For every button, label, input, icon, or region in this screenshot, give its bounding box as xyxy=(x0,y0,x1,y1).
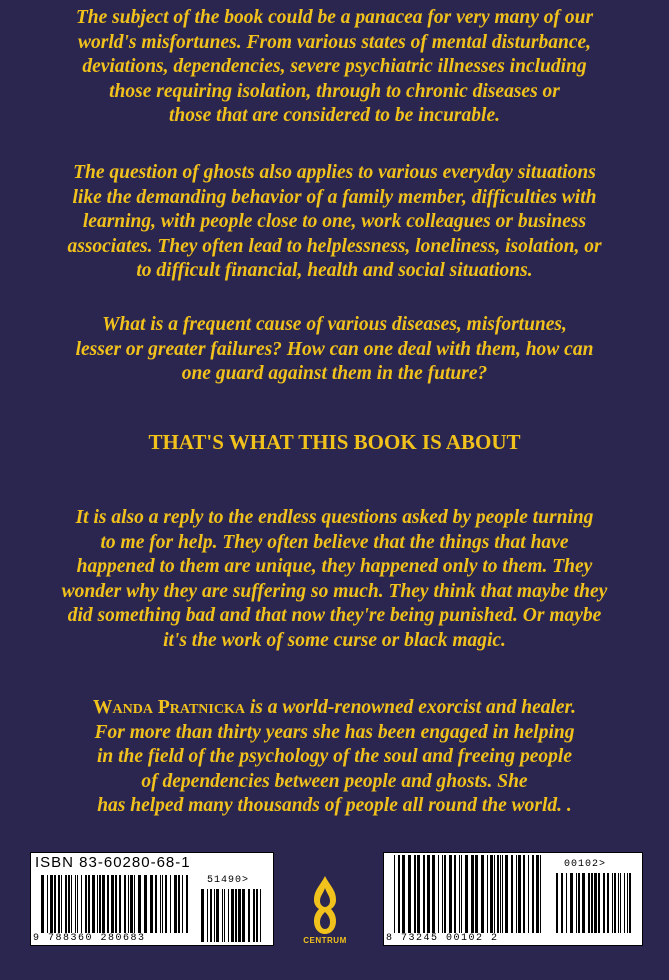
barcode-bar xyxy=(115,875,117,933)
ean-digits: 8 73245 00102 2 xyxy=(386,933,499,944)
barcode-bar xyxy=(47,875,48,933)
barcode-bar xyxy=(61,875,62,933)
barcode-bar xyxy=(532,855,534,933)
barcode-bar xyxy=(438,855,439,933)
barcode-bar xyxy=(449,855,452,933)
barcode-bar xyxy=(165,875,167,933)
barcode-bar xyxy=(99,875,101,933)
barcode-bar xyxy=(58,875,60,933)
barcode-bar xyxy=(598,873,600,933)
text-line: The subject of the book could be a panacea for very many of our xyxy=(75,7,594,28)
ean-barcode xyxy=(383,852,643,946)
text-line: learning, with people close to one, work colleagues or business xyxy=(82,211,587,232)
barcode-bar xyxy=(85,875,87,933)
barcode-bar xyxy=(92,875,95,933)
barcode-bar xyxy=(454,855,456,933)
barcode-bar xyxy=(494,855,495,933)
barcode-bar xyxy=(210,889,212,942)
barcode-bar xyxy=(618,873,619,933)
text-line: It is also a reply to the endless questions asked by people turning xyxy=(75,507,594,528)
barcode-bar xyxy=(505,855,508,933)
barcode-bar xyxy=(107,875,109,933)
barcode-bar xyxy=(497,855,499,933)
barcode-bar xyxy=(614,873,616,933)
author-bio xyxy=(0,696,669,819)
barcode-bar xyxy=(603,873,605,933)
barcode-bar xyxy=(138,875,141,933)
isbn-barcode xyxy=(30,852,274,946)
barcode-bar xyxy=(174,875,177,933)
barcode-bar xyxy=(231,889,234,942)
barcode-bar xyxy=(224,889,225,942)
barcode-bar xyxy=(97,875,98,933)
barcode-bar xyxy=(629,873,631,933)
barcode-bar xyxy=(490,855,493,933)
author-name: Wanda Pratnicka xyxy=(93,697,245,718)
barcode-bar xyxy=(77,875,78,933)
barcode-bar xyxy=(155,875,157,933)
isbn-digits: 9 788360 280683 xyxy=(33,933,146,944)
barcode-bar xyxy=(398,855,400,933)
barcode-bar xyxy=(201,889,204,942)
text-line: did something bad and that now they're being punished. Or maybe xyxy=(67,605,602,626)
barcode-bar xyxy=(256,889,258,942)
barcode-bar xyxy=(570,873,573,933)
isbn-addon-number: 51490> xyxy=(207,875,250,886)
reply-paragraph xyxy=(0,506,669,653)
barcode-bar xyxy=(528,855,529,933)
barcode-bar xyxy=(607,873,609,933)
publisher-name: CENTRUM xyxy=(303,936,347,945)
barcode-bar xyxy=(119,875,121,933)
text-line: deviations, dependencies, severe psychiatric illnesses including xyxy=(82,56,587,77)
text-line: to difficult financial, health and social situations. xyxy=(136,260,533,281)
barcode-bar xyxy=(81,875,82,933)
barcode-bar xyxy=(408,855,411,933)
author-bio-first-line: is a world-renowned exorcist and healer. xyxy=(244,697,576,718)
barcode-bar xyxy=(182,875,183,933)
barcode-bar xyxy=(160,875,161,933)
barcode-bar xyxy=(523,855,525,933)
barcode-bar xyxy=(394,855,395,933)
barcode-bar xyxy=(594,873,597,933)
text-line: to me for help. They often believe that the things that have xyxy=(100,531,569,553)
barcode-bar xyxy=(536,855,539,933)
question-paragraph xyxy=(0,313,669,387)
barcode-bar xyxy=(432,855,435,933)
isbn-main-bars xyxy=(41,875,191,933)
barcode-bar xyxy=(578,873,579,933)
barcode-bar xyxy=(540,855,541,933)
barcode-bar xyxy=(427,855,430,933)
text-line: wonder why they are suffering so much. They think that maybe they xyxy=(61,580,608,602)
text-line: those that are considered to be incurable. xyxy=(169,105,500,126)
text-line: of dependencies between people and ghosts. She xyxy=(141,770,528,792)
barcode-bar xyxy=(128,875,129,933)
barcode-bar xyxy=(130,875,133,933)
text-line: one guard against them in the future? xyxy=(181,363,488,384)
barcode-bar xyxy=(134,875,135,933)
barcode-bar xyxy=(612,873,614,933)
barcode-bar xyxy=(417,855,420,933)
barcode-bar xyxy=(511,855,513,933)
barcode-bar xyxy=(475,855,478,933)
text-line: For more than thirty years she has been engaged in helping xyxy=(94,721,575,743)
barcode-bar xyxy=(561,873,563,933)
barcode-bar xyxy=(170,875,171,933)
barcode-bar xyxy=(444,855,446,933)
barcode-bar xyxy=(214,889,215,942)
text-line: world's misfortunes. From various states of mental disturbance, xyxy=(77,31,592,53)
barcode-bar xyxy=(235,889,237,942)
barcode-bar xyxy=(423,855,425,933)
text-line: The question of ghosts also applies to various everyday situations xyxy=(73,162,596,183)
intro-paragraph xyxy=(0,6,669,129)
ean-addon-number: 00102> xyxy=(564,859,607,870)
barcode-bar xyxy=(471,855,474,933)
text-line xyxy=(0,696,669,721)
barcode-bar xyxy=(502,855,503,933)
barcode-bar xyxy=(620,873,621,933)
barcode-bar xyxy=(124,875,126,933)
barcode-bar xyxy=(624,873,625,933)
barcode-bar xyxy=(253,889,255,942)
barcode-bar xyxy=(41,875,44,933)
barcode-bar xyxy=(150,875,153,933)
barcode-bar xyxy=(459,855,460,933)
barcode-bar xyxy=(222,889,223,942)
barcode-bar xyxy=(516,855,517,933)
barcode-bar xyxy=(228,889,229,942)
text-line: has helped many thousands of people all round the world. . xyxy=(97,795,572,816)
barcode-bar xyxy=(487,855,488,933)
barcode-bar xyxy=(576,873,577,933)
barcode-bar xyxy=(500,855,501,933)
barcode-bar xyxy=(556,873,558,933)
ghosts-paragraph xyxy=(0,161,669,284)
barcode-bar xyxy=(248,889,250,942)
barcode-bar xyxy=(162,875,163,933)
barcode-bar xyxy=(65,875,67,933)
barcode-bar xyxy=(591,873,593,933)
barcode-bar xyxy=(566,873,567,933)
text-line: associates. They often lead to helplessness, loneliness, isolation, or xyxy=(67,235,602,257)
text-line: those requiring isolation, through to chronic diseases or xyxy=(109,80,560,102)
text-line: in the field of the psychology of the soul and freeing people xyxy=(96,746,572,767)
barcode-bar xyxy=(54,875,56,933)
barcode-bar xyxy=(207,889,208,942)
barcode-bar xyxy=(75,875,76,933)
text-line: What is a frequent cause of various diseases, misfortunes, xyxy=(102,314,567,335)
barcode-bar xyxy=(260,889,261,942)
publisher-logo xyxy=(300,874,350,964)
barcode-bar xyxy=(582,873,585,933)
barcode-bar xyxy=(461,855,463,933)
isbn-number: ISBN 83-60280-68-1 xyxy=(35,854,191,871)
barcode-bar xyxy=(518,855,521,933)
barcode-bar xyxy=(588,873,590,933)
text-line: like the demanding behavior of a family member, difficulties with xyxy=(72,186,597,208)
text-line: lesser or greater failures? How can one deal with them, how can xyxy=(75,338,594,360)
barcode-bar xyxy=(216,889,219,942)
barcode-bar xyxy=(402,855,405,933)
barcode-bar xyxy=(414,855,416,933)
barcode-bar xyxy=(627,873,628,933)
barcode-bar xyxy=(238,889,241,942)
isbn-addon-bars xyxy=(201,889,265,942)
barcode-bar xyxy=(102,875,105,933)
barcode-bar xyxy=(71,875,72,933)
barcode-bar xyxy=(579,873,580,933)
barcode-bar xyxy=(68,875,70,933)
text-line: happened to them are unique, they happened only to them. They xyxy=(76,556,593,577)
barcode-bar xyxy=(144,875,147,933)
text-line: it's the work of some curse or black magic. xyxy=(163,629,506,651)
barcode-bar xyxy=(88,875,90,933)
book-about-heading: THAT'S WHAT THIS BOOK IS ABOUT xyxy=(148,430,521,454)
barcode-bar xyxy=(242,889,245,942)
barcode-bar xyxy=(111,875,114,933)
barcode-bar xyxy=(481,855,484,933)
ean-main-bars xyxy=(394,855,544,933)
barcode-bar xyxy=(178,875,180,933)
flame-icon xyxy=(300,874,350,936)
barcode-bar xyxy=(442,855,443,933)
barcode-bar xyxy=(186,875,188,933)
barcode-bar xyxy=(465,855,468,933)
barcode-bar xyxy=(50,875,53,933)
ean-addon-bars xyxy=(556,873,634,933)
